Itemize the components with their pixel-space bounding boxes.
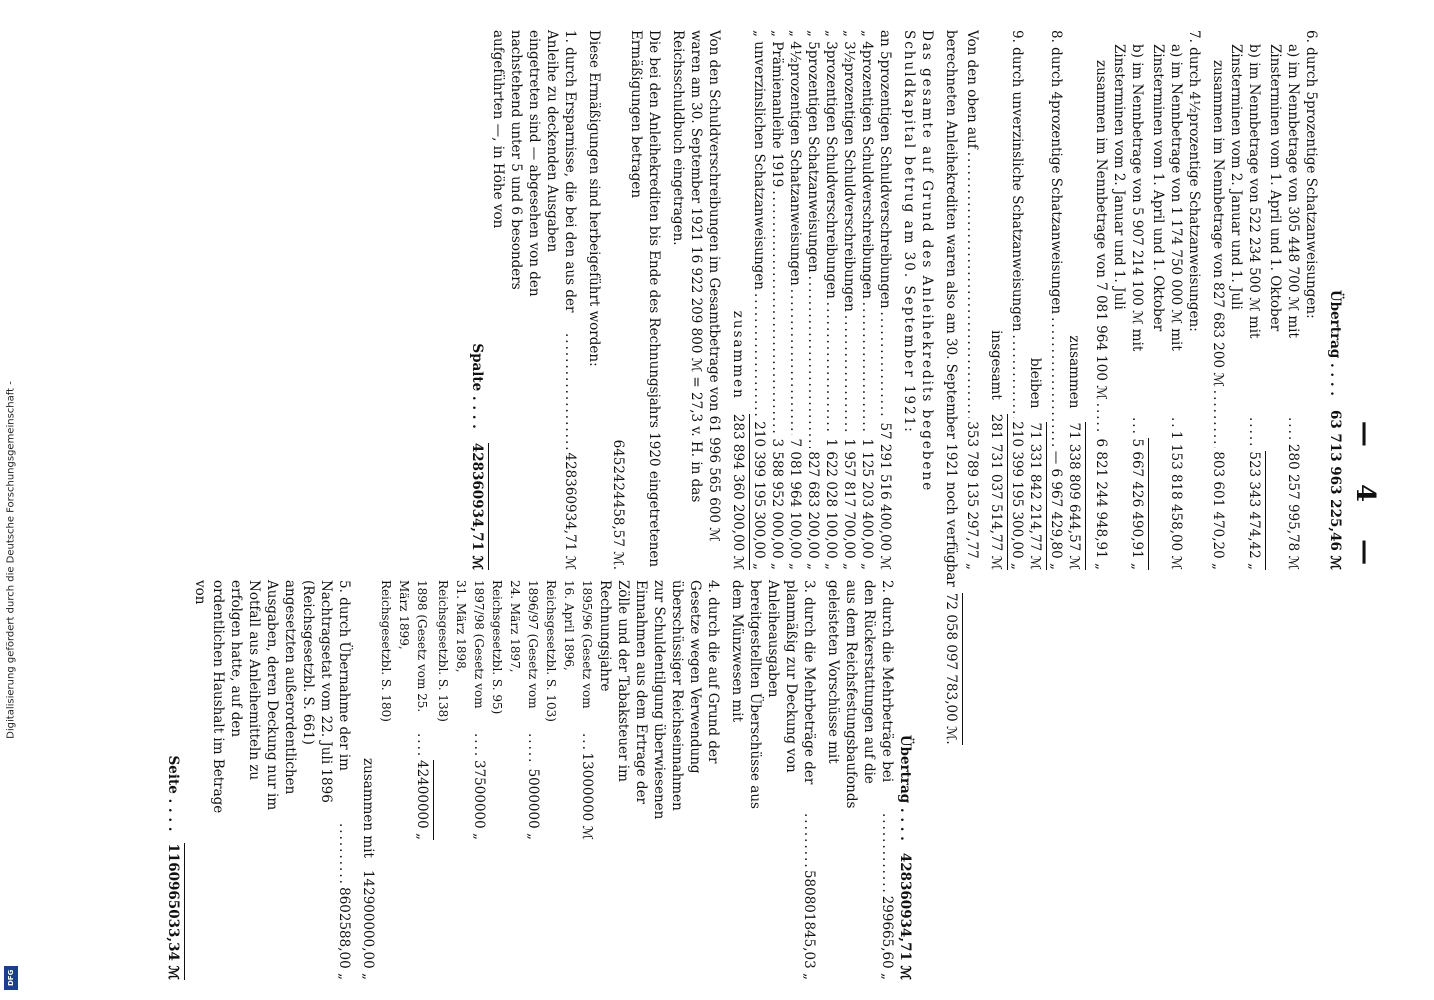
item7-a-value: 1 153 818 458,00 ℳ [1168,431,1184,570]
item9-row [1008,30,1026,570]
rotated-page [34,0,1434,1000]
capital-row-label: „ 5prozentigen Schatzanweisungen [805,30,821,273]
lower-intro: Das gesamte auf Grund des Anleihekredits begebene Schuldkapital betrug am 30. September 1921: [901,30,935,493]
uebertrag-label: Übertrag . . . . [1327,289,1343,396]
p5-text: 5. durch Übernahme der im Nachtragsetat vom 22. Juli 1896 (Reichsgesetzbl. S. 661) angesetzten außerordentlichen Ausgaben, deren Deckung nur im Notfall aus Anleihemitteln zu erfolgen hatte, auf den ordentlichen Haushalt im Betrage von [192,580,352,814]
capital-row-value: 1 957 817 700,00 „ [841,438,857,570]
capital-row-label: „ 3prozentigen Schuldverschreibungen [823,30,839,299]
capital-row-value: 1 622 028 100,00 „ [823,438,839,570]
p4-row-value: 42400000 „ [413,760,434,840]
p4-row-value: 13000000 ℳ [579,752,595,840]
left-uebertrag-label: Übertrag . . . . [897,734,913,841]
item6-sum-label: zusammen im Nennbetrage von 827 683 200 ℳ [1210,60,1226,387]
seite-value: 1160965033,34 ℳ [164,843,185,980]
item7-b-label: b) im Nennbetrage von 5 907 214 100 ℳ mit Zinsterminen vom 2. Januar und 1. Juli [1111,44,1145,352]
item7-heading: 7. durch 4½prozentige Schatzanweisungen: [1186,30,1202,332]
capital-sum-value: 283 894 360 200,00 ℳ [729,414,750,570]
item8-label: 8. durch 4prozentige Schatzanweisungen [1048,30,1064,315]
capital-table [729,30,894,570]
von-oben-label: Von den oben auf [964,30,980,149]
item7-sum-label: zusammen im Nennbetrage von 7 081 964 100 ℳ [1093,60,1109,400]
zusammen-value: 71 338 809 644,57 ℳ [1065,422,1086,570]
bleiben-value: 71 331 842 214,77 ℳ [1026,422,1047,570]
spalte-row [468,30,489,570]
von-oben-value: 353 789 135 297,77 „ [964,421,980,570]
capital-row-value: 210 399 195 300,00 „ [751,421,767,570]
p4-sum-value: 142900000,00 „ [360,869,376,980]
capital-row-value: 7 081 964 100,00 „ [787,438,803,570]
p4-row-value: 37500000 „ [471,760,487,840]
capital-row-label: „ unverzinslichen Schatzanweisungen [751,30,767,291]
uebertrag-row [1326,30,1344,570]
note-ermaessigungen-value: 6452424458,57 ℳ. [610,439,626,570]
p4-row-value: 5000000 „ [525,768,541,840]
p2-value: 299665,60 „ [879,895,895,980]
capital-row-value: 3 588 952 000,00 „ [769,438,785,570]
spalte-label: Spalte . . . . [469,343,485,429]
dfg-logo: DFG [4,966,18,990]
item6-b-label: b) im Nennbetrage von 522 234 500 ℳ mit Zinsterminen vom 2. Januar und 1. Juli [1228,44,1262,339]
bleiben-label: bleiben [1027,357,1043,409]
zusammen-row [1065,30,1086,570]
insgesamt-value: 281 731 037 514,77 ℳ [987,414,1008,570]
note-schuldbuch: Von den Schuldverschreibungen im Gesamtbetrage von 61 996 565 600 ℳ waren am 30. September 1921 16 922 209 800 ℳ = 27,3 v. H. in das Reichsschuldbuch eingetragen. [670,30,722,542]
p1-text: 1. durch Ersparnisse, die bei den aus der Anleihe zu deckenden Ausgaben eingetreten sind — abgesehen von den nachstehend unter 5 und 6 besonders aufgeführten —, in Höhe von [490,30,578,313]
item8-row [1047,30,1065,570]
item6-sum-value: 803 601 470,20 „ [1210,451,1226,570]
uebertrag-value: 63 713 963 225,46 ℳ [1327,409,1343,570]
berechnet-row [942,30,963,745]
item7-a-label: a) im Nennbetrage von 1 174 750 000 ℳ mit Zinsterminen vom 1. April und 1. Oktober [1150,44,1184,351]
capital-row-label: „ 3½prozentigen Schuldverschreibungen [841,30,857,312]
p5-row [191,580,353,980]
p1-value: 428360934,71 ℳ [562,452,578,570]
p1-row [489,30,579,570]
p4-row [434,580,488,840]
capital-sum-label: zusammen [730,310,746,400]
capital-row-value: 827 683 200,00 „ [805,451,821,570]
p4-row-label: 1895/96 (Gesetz vom 16. April 1896, Reichsgesetzbl. S. 103) [544,580,594,722]
p4-sum-label: zusammen mit [360,758,376,858]
capital-row-label: an 5prozentigen Schuldverschreibungen [877,30,893,309]
sidebar-credit [0,0,22,1000]
item7-sum-value: 6 821 244 948,91 „ [1093,438,1109,570]
column-continuation [164,580,914,980]
item6-b-value: 523 343 474,42 „ [1245,451,1266,570]
spalte-value: 428360934,71 ℳ [468,443,489,570]
p4-row [377,580,434,840]
capital-row-label: „ Prämienanleihe 1919 [769,30,785,188]
item6-a-label: a) im Nennbetrage von 305 448 700 ℳ mit Zinsterminen vom 1. April und 1. Oktober [1267,44,1301,338]
p5-value: 8602588,00 „ [336,887,352,980]
insgesamt-label: insgesamt [988,330,1004,400]
capital-row-label: „ 4½prozentigen Schatzanweisungen [787,30,803,286]
p2-text: 2. durch die Mehrbeträge bei den Rückerstattungen auf die aus dem Reichsfestungsbaufonds geleisteten Vorschüsse mit [825,580,895,809]
item-7 [1092,30,1203,570]
zusammen-label: zusammen [1066,335,1082,409]
note-ermaessigungen: Die bei den Anleihekrediten bis Ende des Rechnungsjahrs 1920 eingetretenen Ermäßigungen betragen [628,30,662,568]
note-herbeigefuehrt: Diese Ermäßigungen sind herbeigeführt worden: [586,30,602,367]
p3-row [728,580,818,980]
p4-row [542,580,596,840]
digitization-credit-text: Digitalisierung gefördert durch die Deutsche Forschungsgemeinschaft - [5,381,17,739]
document-page [34,0,1434,1000]
item7-b-value: 5 667 426 490,91 „ [1128,438,1149,570]
item9-value: 210 399 195 300,00 „ [1009,421,1025,570]
item8-value: — 6 967 429,80 „ [1048,450,1064,570]
capital-row-value: 57 291 516 400,00 ℳ [877,422,893,570]
left-uebertrag-value: 428360934,71 ℳ [897,852,913,980]
item6-a-value: 280 257 995,78 ℳ [1285,443,1301,570]
p4-text: 4. durch die auf Grund der Gesetze wegen Verwendung überschüssiger Reichseinnahmen zur Schuldentilgung überwiesenen Einnahmen aus dem Ertrage der Zölle und der Tabaksteuer im Rechnungsjahre [597,580,721,820]
p4-row-label: 1898 (Gesetz vom 25. März 1899, Reichsgesetzbl. S. 180) [379,580,429,722]
page-number: — 4 — [1350,420,1380,580]
p4-table [377,580,596,840]
p2-row [824,580,896,980]
bleiben-row [1026,30,1047,570]
left-uebertrag-row [896,580,914,980]
capital-row-label: „ 4prozentigen Schuldverschreibungen [859,30,875,299]
item9-label: 9. durch unverzinsliche Schatzanweisungen [1009,30,1025,332]
von-oben-row [963,30,981,570]
item-6 [1209,30,1320,570]
insgesamt-row [987,30,1008,570]
p4-row [488,580,542,840]
p4-row-label: 1896/97 (Gesetz vom 24. März 1897, Reichsgesetzbl. S. 95) [490,580,540,715]
seite-label: Seite . . . . [165,755,181,832]
capital-row-value: 1 125 203 400,00 „ [859,438,875,570]
item6-heading: 6. durch 5prozentige Schatzanweisungen: [1303,30,1319,319]
p3-value: 580801845,03 „ [801,869,817,980]
p4-sum-row [359,580,377,980]
berechnet-value: 72 058 097 783,00 ℳ. [942,593,963,745]
p3-text: 3. durch die Mehrbeträge der planmäßig zur Deckung von Anleiheausgaben bereitgestellten Überschüsse aus dem Münzwesen mit [729,580,817,809]
p4-row-label: 1897/98 (Gesetz vom 31. März 1898, Reichsgesetzbl. S. 138) [436,580,486,722]
berechnet-label: berechneten Anleihekrediten waren also am 30. September 1921 noch verfügbar [943,30,959,587]
seite-row [164,580,185,980]
